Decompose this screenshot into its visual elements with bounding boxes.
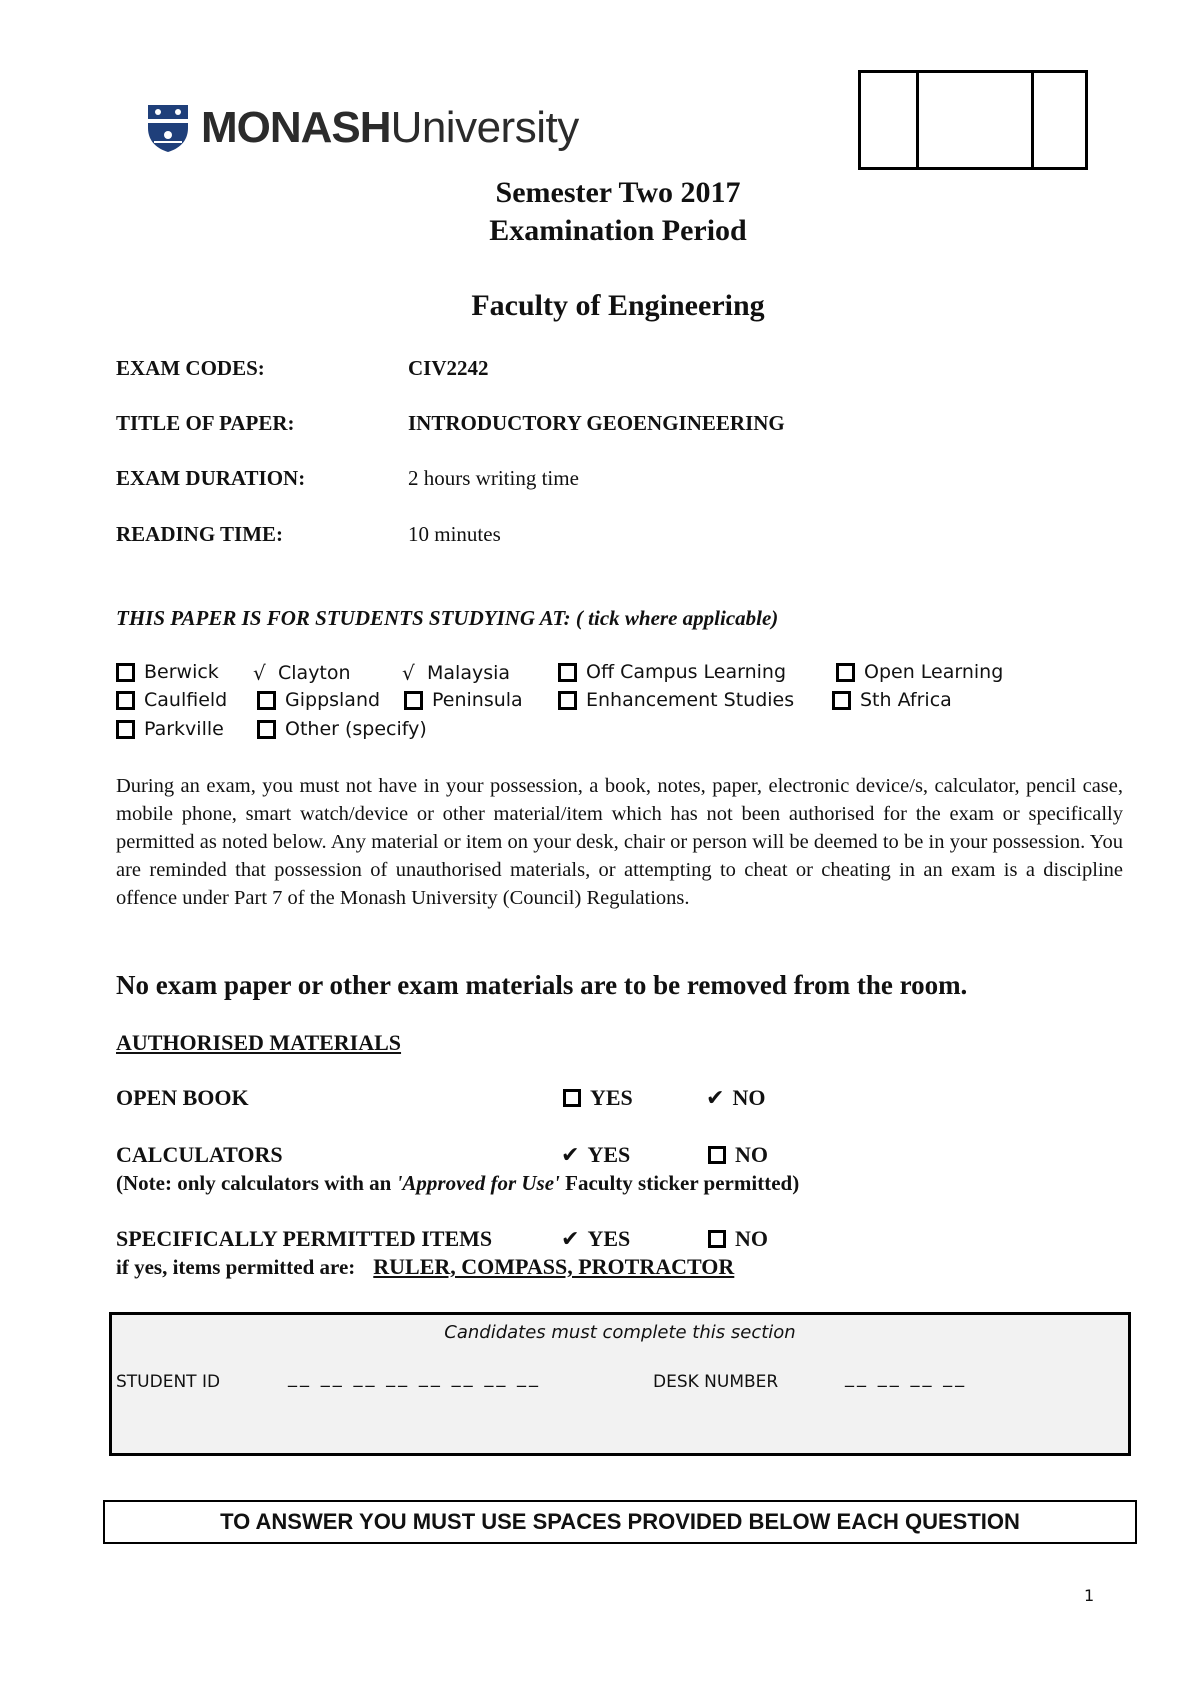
checkmark-icon: ✔	[706, 1085, 725, 1111]
brand-light: University	[390, 103, 579, 152]
calculator-note: (Note: only calculators with an 'Approved for Use' Faculty sticker permitted)	[116, 1171, 800, 1195]
candidate-section-heading: Candidates must complete this section	[444, 1322, 796, 1343]
calculators-no[interactable]: NO	[708, 1142, 768, 1168]
permitted-items-line: if yes, items permitted are: RULER, COMPASS, PROTRACTOR	[116, 1254, 735, 1279]
brand-bold: MONASH	[201, 103, 391, 152]
permitted-items-no[interactable]: NO	[708, 1226, 768, 1252]
permitted-items-label: SPECIFICALLY PERMITTED ITEMS	[116, 1226, 493, 1251]
unchecked-box-icon	[708, 1146, 726, 1164]
removal-notice: No exam paper or other exam materials are to be removed from the room.	[116, 970, 968, 1000]
title-of-paper-value: INTRODUCTORY GEOENGINEERING	[408, 411, 785, 435]
checkmark-icon: ✔	[561, 1142, 580, 1168]
unchecked-box-icon	[116, 663, 135, 682]
candidate-section	[109, 1312, 1131, 1456]
desk-number-field[interactable]: __ __ __ __	[845, 1367, 968, 1388]
open-book-label: OPEN BOOK	[116, 1085, 249, 1110]
exam-duration-label: EXAM DURATION:	[116, 466, 306, 490]
location-malaysia[interactable]: √ Malaysia	[402, 661, 511, 685]
reading-time-label: READING TIME:	[116, 522, 284, 546]
checkmark-icon: ✔	[561, 1226, 580, 1252]
exam-policy-text: During an exam, you must not have in your possession, a book, notes, paper, electronic device/s, calculator, pencil case, mobile phone, smart watch/device or other material/item which has not been authorised for the exam or specifically permitted as noted below. Any material or item on your desk, chair or person will be deemed to be in your possession. You are reminded that possession of unauthorised materials, or attempting to cheat or cheating in an exam is a discipline offence under Part 7 of the Monash University (Council) Regulations.	[116, 775, 1123, 909]
location-other[interactable]: Other (specify)	[257, 718, 427, 740]
faculty-heading: Faculty of Engineering	[471, 289, 765, 322]
unchecked-box-icon	[563, 1089, 581, 1107]
unchecked-box-icon	[832, 691, 851, 710]
student-id-field[interactable]: __ __ __ __ __ __ __ __	[288, 1367, 542, 1388]
location-enhancement-studies[interactable]: Enhancement Studies	[558, 689, 794, 711]
exam-duration-value: 2 hours writing time	[408, 466, 579, 490]
corner-box	[861, 73, 919, 167]
location-sth-africa[interactable]: Sth Africa	[832, 689, 952, 711]
location-parkville[interactable]: Parkville	[116, 718, 224, 740]
authorised-materials-heading: AUTHORISED MATERIALS	[116, 1030, 402, 1055]
page-number: 1	[1084, 1586, 1095, 1605]
tick-icon: √	[402, 661, 415, 685]
unchecked-box-icon	[116, 691, 135, 710]
unchecked-box-icon	[708, 1230, 726, 1248]
corner-box	[1034, 73, 1085, 167]
exam-codes-value: CIV2242	[408, 356, 489, 380]
unchecked-box-icon	[257, 691, 276, 710]
location-open-learning[interactable]: Open Learning	[836, 661, 1003, 683]
open-book-no[interactable]: ✔ NO	[706, 1085, 766, 1111]
location-gippsland[interactable]: Gippsland	[257, 689, 380, 711]
open-book-yes[interactable]: YES	[563, 1085, 633, 1111]
location-clayton[interactable]: √ Clayton	[253, 661, 351, 685]
reading-time-value: 10 minutes	[408, 522, 501, 546]
location-berwick[interactable]: Berwick	[116, 661, 219, 683]
calculators-label: CALCULATORS	[116, 1142, 283, 1167]
permitted-items-value: RULER, COMPASS, PROTRACTOR	[373, 1254, 735, 1279]
title-of-paper-label: TITLE OF PAPER:	[116, 411, 295, 435]
unchecked-box-icon	[257, 720, 276, 739]
unchecked-box-icon	[404, 691, 423, 710]
desk-number-label: DESK NUMBER	[653, 1372, 779, 1392]
corner-boxes	[858, 70, 1088, 170]
university-crest-icon	[145, 102, 191, 154]
semester-heading: Semester Two 2017	[495, 176, 741, 209]
corner-box	[919, 73, 1034, 167]
location-caulfield[interactable]: Caulfield	[116, 689, 227, 711]
audience-heading: THIS PAPER IS FOR STUDENTS STUDYING AT: ( tick where applicable)	[116, 606, 779, 630]
location-off-campus[interactable]: Off Campus Learning	[558, 661, 786, 683]
location-peninsula[interactable]: Peninsula	[404, 689, 523, 711]
unchecked-box-icon	[558, 663, 577, 682]
unchecked-box-icon	[116, 720, 135, 739]
period-heading: Examination Period	[489, 214, 747, 247]
monash-logo	[145, 98, 579, 158]
permitted-items-yes[interactable]: ✔ YES	[561, 1226, 631, 1252]
answer-instruction-box: TO ANSWER YOU MUST USE SPACES PROVIDED BELOW EACH QUESTION	[103, 1500, 1137, 1544]
calculators-yes[interactable]: ✔ YES	[561, 1142, 631, 1168]
tick-icon: √	[253, 661, 266, 685]
student-id-label: STUDENT ID	[116, 1372, 221, 1392]
exam-codes-label: EXAM CODES:	[116, 356, 265, 380]
unchecked-box-icon	[558, 691, 577, 710]
unchecked-box-icon	[836, 663, 855, 682]
